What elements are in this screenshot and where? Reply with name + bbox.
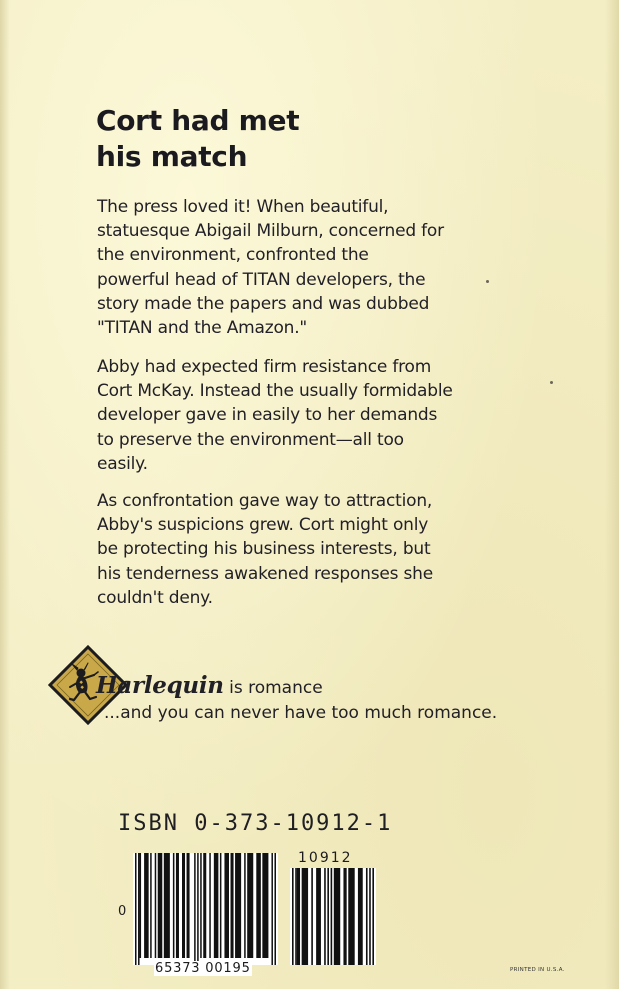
blurb-line: The press loved it! When beautiful, [97, 197, 389, 217]
printed-in-notice: PRINTED IN U.S.A. [510, 967, 565, 973]
barcode-bar [140, 853, 142, 958]
barcode [118, 848, 378, 978]
blurb-paragraph-3 [97, 489, 517, 610]
barcode-bar [256, 853, 261, 958]
barcode-bar [158, 853, 163, 958]
blurb-line: statuesque Abigail Milburn, concerned for [97, 221, 444, 242]
barcode-bar [324, 868, 326, 965]
blurb-line: "TITAN and the Amazon." [97, 318, 308, 339]
barcode-addon-bars [290, 868, 376, 965]
barcode-bar [271, 853, 273, 965]
barcode-bar [316, 868, 321, 965]
barcode-bar [297, 868, 300, 965]
barcode-left-digit: 0 [118, 904, 127, 919]
cover-left-edge [0, 0, 10, 989]
brand-tagline [96, 672, 323, 699]
barcode-main-bars [133, 853, 278, 965]
barcode-bar [366, 868, 368, 965]
barcode-bar [348, 868, 354, 965]
blurb-paragraph-1 [97, 195, 517, 340]
barcode-addon-digits: 10912 [298, 850, 353, 866]
blurb-line: powerful head of TITAN developers, the [97, 269, 426, 290]
barcode-bar [331, 868, 333, 965]
barcode-bar [247, 853, 253, 958]
barcode-bar [343, 868, 346, 965]
barcode-bar [262, 853, 268, 958]
blurb-line: the environment, confronted the [97, 245, 369, 266]
headline-line-2: his match [96, 140, 248, 173]
barcode-bar [164, 853, 170, 958]
blurb-line: Cort McKay. Instead the usually formidable [97, 381, 453, 402]
brand-name: Harlequin [96, 672, 224, 699]
barcode-bar [244, 853, 246, 958]
barcode-bar [274, 853, 276, 965]
barcode-main-block [133, 853, 278, 965]
barcode-bar [144, 853, 149, 958]
brand-tagline-line-2: ...and you can never have too much romance. [104, 703, 498, 723]
barcode-bar [203, 853, 206, 958]
blurb-paragraph-2 [97, 355, 517, 476]
barcode-bar [197, 853, 199, 965]
surface-speck [550, 381, 553, 384]
barcode-bar [292, 868, 294, 965]
barcode-bar [176, 853, 179, 958]
barcode-bar [224, 853, 229, 958]
barcode-main-digits: 65373 00195 [155, 961, 251, 976]
barcode-bar [235, 853, 241, 958]
blurb-line: his tenderness awakened responses she [97, 563, 433, 584]
surface-speck [486, 280, 489, 283]
barcode-bar [182, 853, 185, 958]
headline [96, 103, 396, 175]
barcode-bar [187, 853, 190, 958]
barcode-bar [327, 868, 329, 965]
barcode-bar [302, 868, 308, 965]
blurb-line: As confrontation gave way to attraction, [97, 491, 433, 511]
barcode-bar [155, 853, 157, 958]
isbn-number: ISBN 0-373-10912-1 [118, 811, 393, 836]
tagline-text: is romance [223, 678, 323, 698]
barcode-bar [311, 868, 313, 965]
barcode-bar [194, 853, 196, 965]
barcode-bar [334, 868, 340, 965]
barcode-bar [138, 853, 140, 965]
blurb-line: Abby had expected firm resistance from [97, 357, 432, 377]
barcode-bar [173, 853, 175, 958]
barcode-bar [135, 853, 137, 965]
barcode-bar [369, 868, 371, 965]
blurb-line: Abby's suspicions grew. Cort might only [97, 515, 429, 536]
barcode-bar [214, 853, 219, 958]
barcode-bar [150, 853, 152, 958]
cover-right-edge [605, 0, 619, 989]
barcode-bar [209, 853, 211, 958]
barcode-bar [358, 868, 363, 965]
barcode-bar [295, 868, 297, 965]
headline-line-1: Cort had met [96, 104, 300, 137]
barcode-bar [220, 853, 222, 958]
blurb-line: easily. [97, 453, 148, 474]
blurb-line: developer gave in easily to her demands [97, 405, 438, 426]
blurb-line: to preserve the environment—all too [97, 429, 404, 450]
blurb-line: story made the papers and was dubbed [97, 293, 430, 314]
barcode-bar [231, 853, 234, 958]
barcode-bar [200, 853, 202, 958]
blurb-line: couldn't deny. [97, 587, 213, 608]
barcode-addon-block [290, 868, 376, 965]
blurb-line: be protecting his business interests, but [97, 539, 431, 560]
barcode-bar [372, 868, 374, 965]
